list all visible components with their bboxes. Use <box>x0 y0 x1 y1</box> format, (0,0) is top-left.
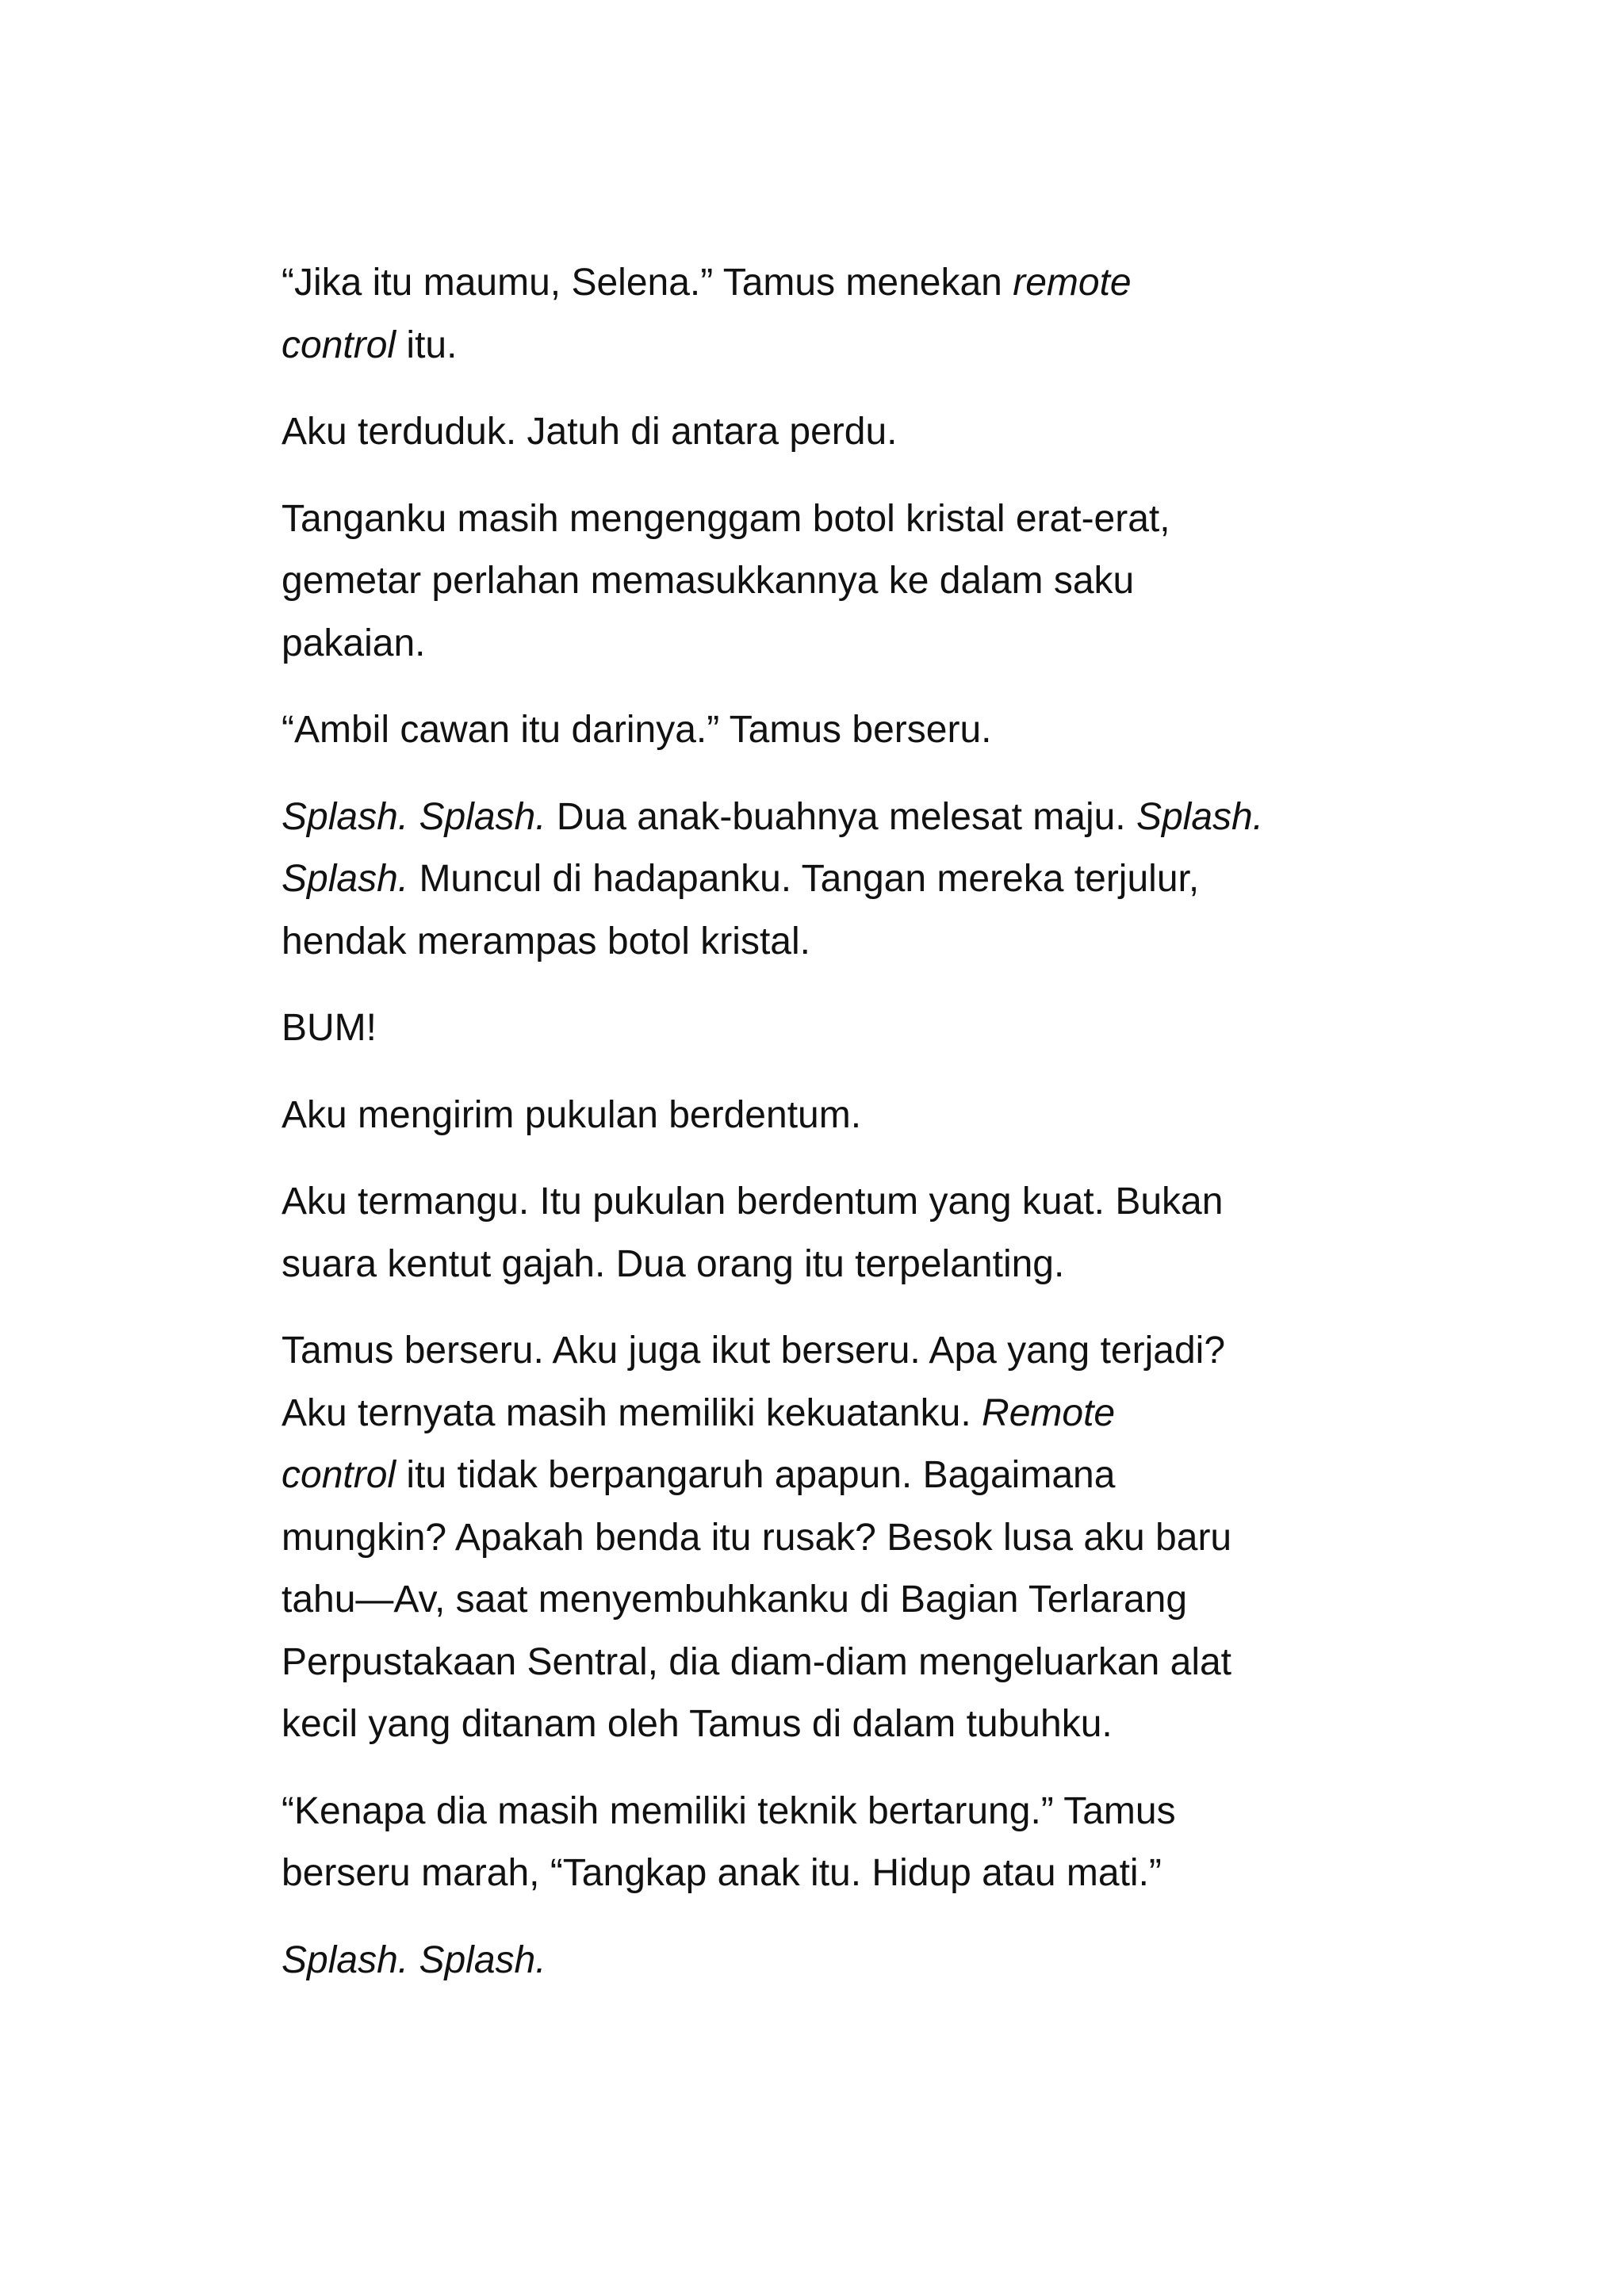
text-run: berseru marah, “Tangkap anak itu. Hidup atau mati.” <box>282 1852 1162 1894</box>
text-line <box>282 488 1392 551</box>
text-run: tahu—Av, saat menyembuhkanku di Bagian Terlarang <box>282 1578 1188 1621</box>
paragraph <box>282 1085 1392 1147</box>
text-run: mungkin? Apakah benda itu rusak? Besok lusa aku baru <box>282 1516 1232 1559</box>
italic-text-run: Remote <box>982 1391 1116 1434</box>
text-line <box>282 1693 1392 1756</box>
text-line <box>282 550 1392 613</box>
text-line <box>282 613 1392 675</box>
italic-text-run: Splash. <box>282 858 409 900</box>
text-run: suara kentut gajah. Dua orang itu terpelanting. <box>282 1242 1065 1285</box>
text-line <box>282 1445 1392 1507</box>
paragraph <box>282 786 1392 974</box>
text-run: pakaian. <box>282 622 426 664</box>
text-line <box>282 786 1392 849</box>
paragraph <box>282 1930 1392 1992</box>
text-line <box>282 1843 1392 1905</box>
text-line <box>282 1171 1392 1234</box>
text-line <box>282 1320 1392 1383</box>
text-run: Tanganku masih mengenggam botol kristal erat-erat, <box>282 497 1170 540</box>
text-line <box>282 401 1392 464</box>
text-run: Aku terduduk. Jatuh di antara perdu. <box>282 411 898 453</box>
text-run: Muncul di hadapanku. Tangan mereka terjulur, <box>408 858 1200 900</box>
text-run: Aku termangu. Itu pukulan berdentum yang kuat. Bukan <box>282 1181 1224 1223</box>
text-line <box>282 1507 1392 1570</box>
italic-text-run: remote <box>1013 262 1132 304</box>
text-run: itu. <box>396 323 458 366</box>
text-run: Dua anak-buahnya melesat maju. <box>546 795 1136 838</box>
italic-text-run: Splash. Splash. <box>282 795 546 838</box>
paragraph <box>282 1781 1392 1905</box>
text-run: “Ambil cawan itu darinya.” Tamus berseru. <box>282 709 992 751</box>
text-run: “Kenapa dia masih memiliki teknik bertarung.” Tamus <box>282 1789 1176 1832</box>
text-run: hendak merampas botol kristal. <box>282 920 810 962</box>
text-run: itu tidak berpangaruh apapun. Bagaimana <box>396 1454 1116 1496</box>
text-line <box>282 997 1392 1060</box>
text-line <box>282 848 1392 911</box>
paragraph <box>282 699 1392 762</box>
text-line <box>282 911 1392 974</box>
italic-text-run: control <box>282 323 396 366</box>
text-line <box>282 1569 1392 1632</box>
italic-text-run: Splash. <box>1136 795 1264 838</box>
text-line <box>282 1930 1392 1992</box>
text-run: Tamus berseru. Aku juga ikut berseru. Apa yang terjadi? <box>282 1330 1226 1372</box>
text-run: “Jika itu maumu, Selena.” Tamus menekan <box>282 262 1013 304</box>
text-run: Aku mengirim pukulan berdentum. <box>282 1093 862 1136</box>
text-run: Aku ternyata masih memiliki kekuatanku. <box>282 1391 982 1434</box>
paragraph <box>282 1320 1392 1756</box>
text-line <box>282 699 1392 762</box>
text-line <box>282 1085 1392 1147</box>
text-line <box>282 252 1392 315</box>
text-line <box>282 1781 1392 1843</box>
paragraph <box>282 1171 1392 1295</box>
paragraph <box>282 401 1392 464</box>
text-line <box>282 315 1392 377</box>
paragraph <box>282 252 1392 377</box>
text-run: Perpustakaan Sentral, dia diam-diam mengeluarkan alat <box>282 1640 1232 1683</box>
italic-text-run: control <box>282 1454 396 1496</box>
text-line <box>282 1383 1392 1445</box>
paragraph <box>282 488 1392 675</box>
text-line <box>282 1632 1392 1694</box>
text-run: kecil yang ditanam oleh Tamus di dalam tubuhku. <box>282 1703 1113 1745</box>
text-run: BUM! <box>282 1007 377 1049</box>
italic-text-run: Splash. Splash. <box>282 1938 546 1981</box>
text-run: gemetar perlahan memasukkannya ke dalam saku <box>282 560 1135 602</box>
text-line <box>282 1234 1392 1296</box>
paragraph <box>282 997 1392 1060</box>
body-text <box>282 252 1392 2016</box>
